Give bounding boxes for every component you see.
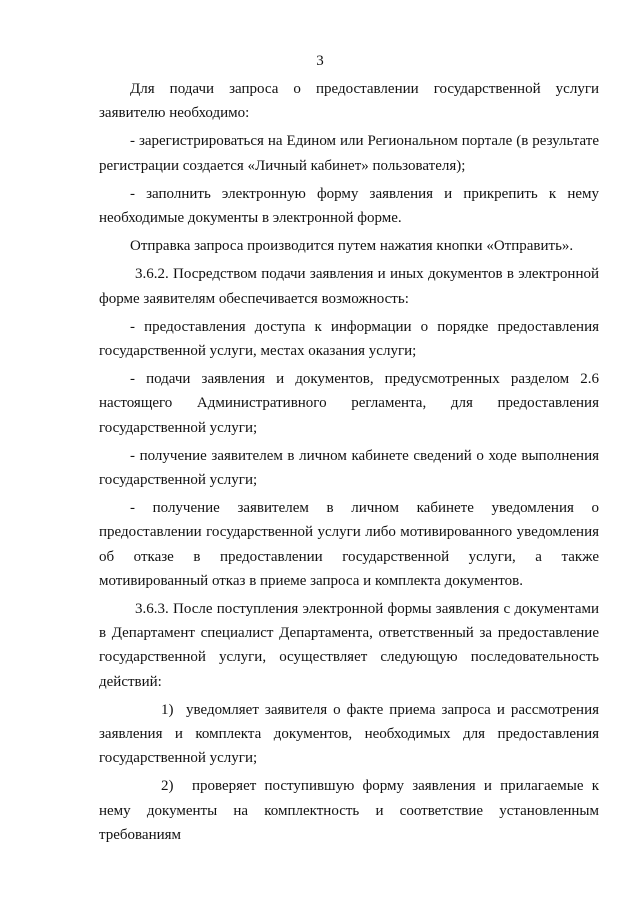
paragraph-access-info: - предоставления доступа к информации о порядке предоставления государственной услуги, местах оказания услуги;: [99, 318, 599, 360]
paragraph-status-info: - получение заявителем в личном кабинете сведений о ходе выполнения государственной услуги;: [99, 447, 599, 489]
paragraph-register: - зарегистрироваться на Едином или Региональном портале (в результате регистрации создается «Личный кабинет» пользователя);: [99, 133, 599, 174]
paragraph-send-request: Отправка запроса производится путем нажатия кнопки «Отправить».: [130, 238, 574, 255]
item-text: проверяет поступившую форму заявления и прилагаемые к нему документы на комплектность и соответствие установленным требованиям: [99, 778, 599, 843]
paragraph-section-3-6-2: 3.6.2. Посредством подачи заявления и иных документов в электронной форме заявителям обеспечивается возможность:: [99, 266, 599, 307]
item-text: уведомляет заявителя о факте приема запроса и рассмотрения заявления и комплекта документов, необходимых для предоставления государственной услуги;: [99, 701, 599, 767]
paragraph-notification: - получение заявителем в личном кабинете уведомления о предоставлении государственной услуги либо мотивированного уведомления об отказе в предоставлении государственной услуги, а также мотивированный отказ в приеме запроса и комплекта документов.: [99, 500, 599, 589]
document-body: [99, 77, 599, 851]
paragraph-submit-documents: - подачи заявления и документов, предусмотренных разделом 2.6 настоящего Административного регламента, для предоставления государственной услуги;: [99, 371, 599, 436]
item-number: 1): [161, 701, 174, 718]
paragraph-fill-form: - заполнить электронную форму заявления и прикрепить к нему необходимые документы в электронной форме.: [99, 185, 599, 227]
numbered-item-2: [99, 774, 599, 847]
numbered-item-1: [99, 698, 599, 771]
paragraph-section-3-6-3: 3.6.3. После поступления электронной формы заявления с документами в Департамент специалист Департамента, ответственный за предоставление государственной услуги, осуществляет следующую последовательность действий:: [99, 601, 599, 690]
page-number: 3: [316, 53, 324, 69]
item-number: 2): [161, 778, 174, 795]
paragraph-request-intro: Для подачи запроса о предоставлении государственной услуги заявителю необходимо:: [99, 81, 599, 122]
